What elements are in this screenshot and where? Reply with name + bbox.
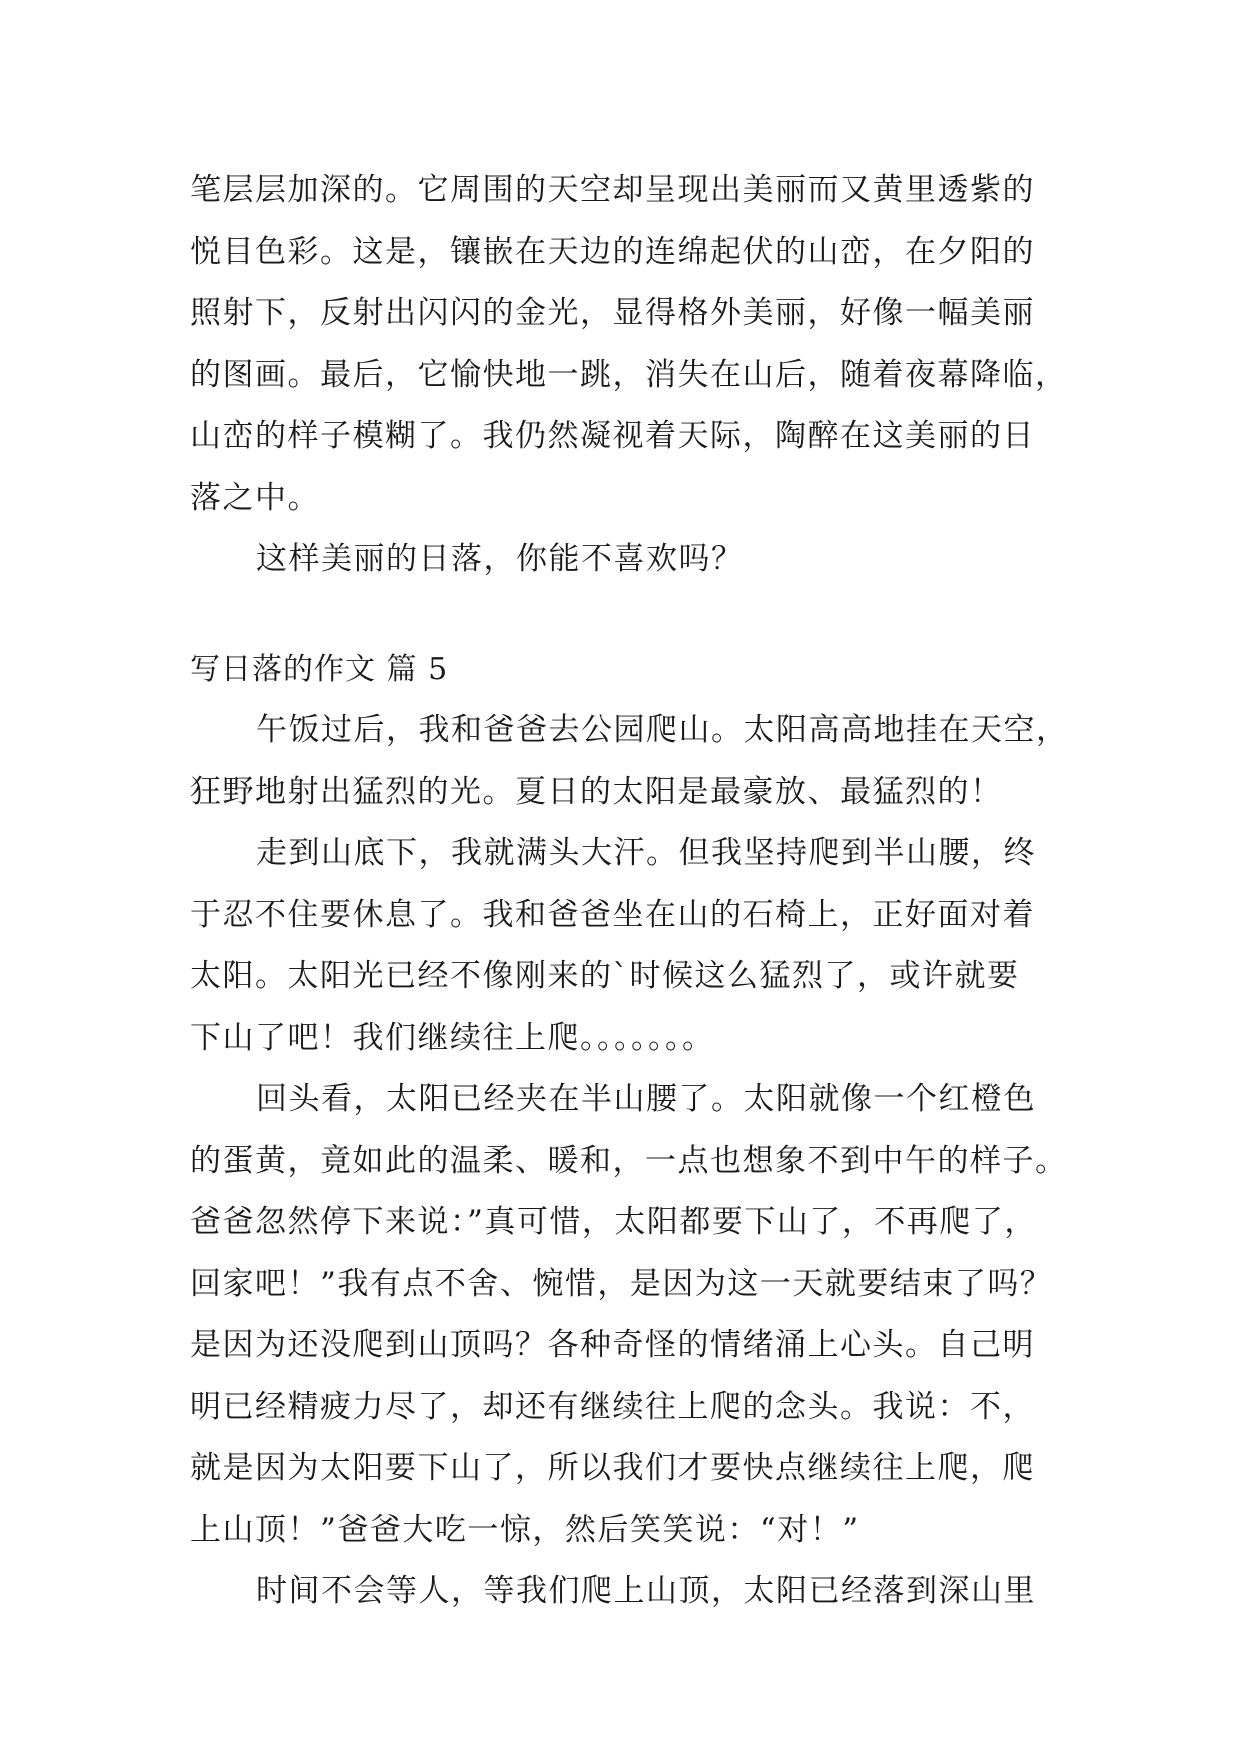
paragraph-line: 狂野地射出猛烈的光。夏日的太阳是最豪放、最猛烈的！	[190, 773, 1003, 810]
paragraph-line: 山峦的样子模糊了。我仍然凝视着天际，陶醉在这美丽的日	[190, 418, 1035, 454]
paragraph-line: 爸爸忽然停下来说：”真可惜，太阳都要下山了，不再爬了，	[190, 1204, 1037, 1240]
paragraph-line: 回头看，太阳已经夹在半山腰了。太阳就像一个红橙色	[256, 1081, 1036, 1117]
section-spacer	[190, 591, 1070, 639]
paragraph-line: 时间不会等人，等我们爬上山顶，太阳已经落到深山里	[256, 1573, 1036, 1609]
essay-text	[190, 160, 1070, 1623]
paragraph-line: 于忍不住要休息了。我和爸爸坐在山的石椅上，正好面对着	[190, 896, 1035, 933]
paragraph-line: 这样美丽的日落，你能不喜欢吗？	[256, 541, 744, 577]
paragraph-line: 的蛋黄，竟如此的温柔、暖和，一点也想象不到中午的样子。	[190, 1142, 1068, 1179]
section-heading: 写日落的作文 篇 5	[190, 651, 449, 687]
paragraph-line: 走到山底下，我就满头大汗。但我坚持爬到半山腰，终	[256, 835, 1036, 871]
paragraph-line: 太阳。太阳光已经不像刚来的`时候这么猛烈了，或许就要	[190, 958, 1020, 994]
paragraph-line: 落之中。	[190, 479, 320, 516]
paragraph-line: 上山顶！”爸爸大吃一惊，然后笑笑说：“对！”	[190, 1511, 860, 1548]
paragraph-line: 明已经精疲力尽了，却还有继续往上爬的念头。我说：不，	[190, 1388, 1035, 1425]
paragraph-line: 回家吧！”我有点不舍、惋惜，是因为这一天就要结束了吗？	[190, 1265, 1053, 1302]
paragraph-line: 午饭过后，我和爸爸去公园爬山。太阳高高地挂在天空，	[256, 712, 1069, 748]
paragraph-line: 是因为还没爬到山顶吗？各种奇怪的情绪涌上心头。自己明	[190, 1327, 1035, 1363]
paragraph-line: 就是因为太阳要下山了，所以我们才要快点继续往上爬，爬	[190, 1450, 1035, 1486]
paragraph-line: 笔层层加深的。它周围的天空却呈现出美丽而又黄里透紫的	[190, 172, 1035, 208]
paragraph-line: 照射下，反射出闪闪的金光，显得格外美丽，好像一幅美丽	[190, 295, 1035, 331]
paragraph-line: 悦目色彩。这是，镶嵌在天边的连绵起伏的山峦，在夕阳的	[190, 233, 1035, 270]
paragraph-line: 下山了吧！我们继续往上爬。。。。。。。	[190, 1019, 715, 1056]
paragraph-line: 的图画。最后，它愉快地一跳，消失在山后，随着夜幕降临，	[190, 356, 1068, 393]
